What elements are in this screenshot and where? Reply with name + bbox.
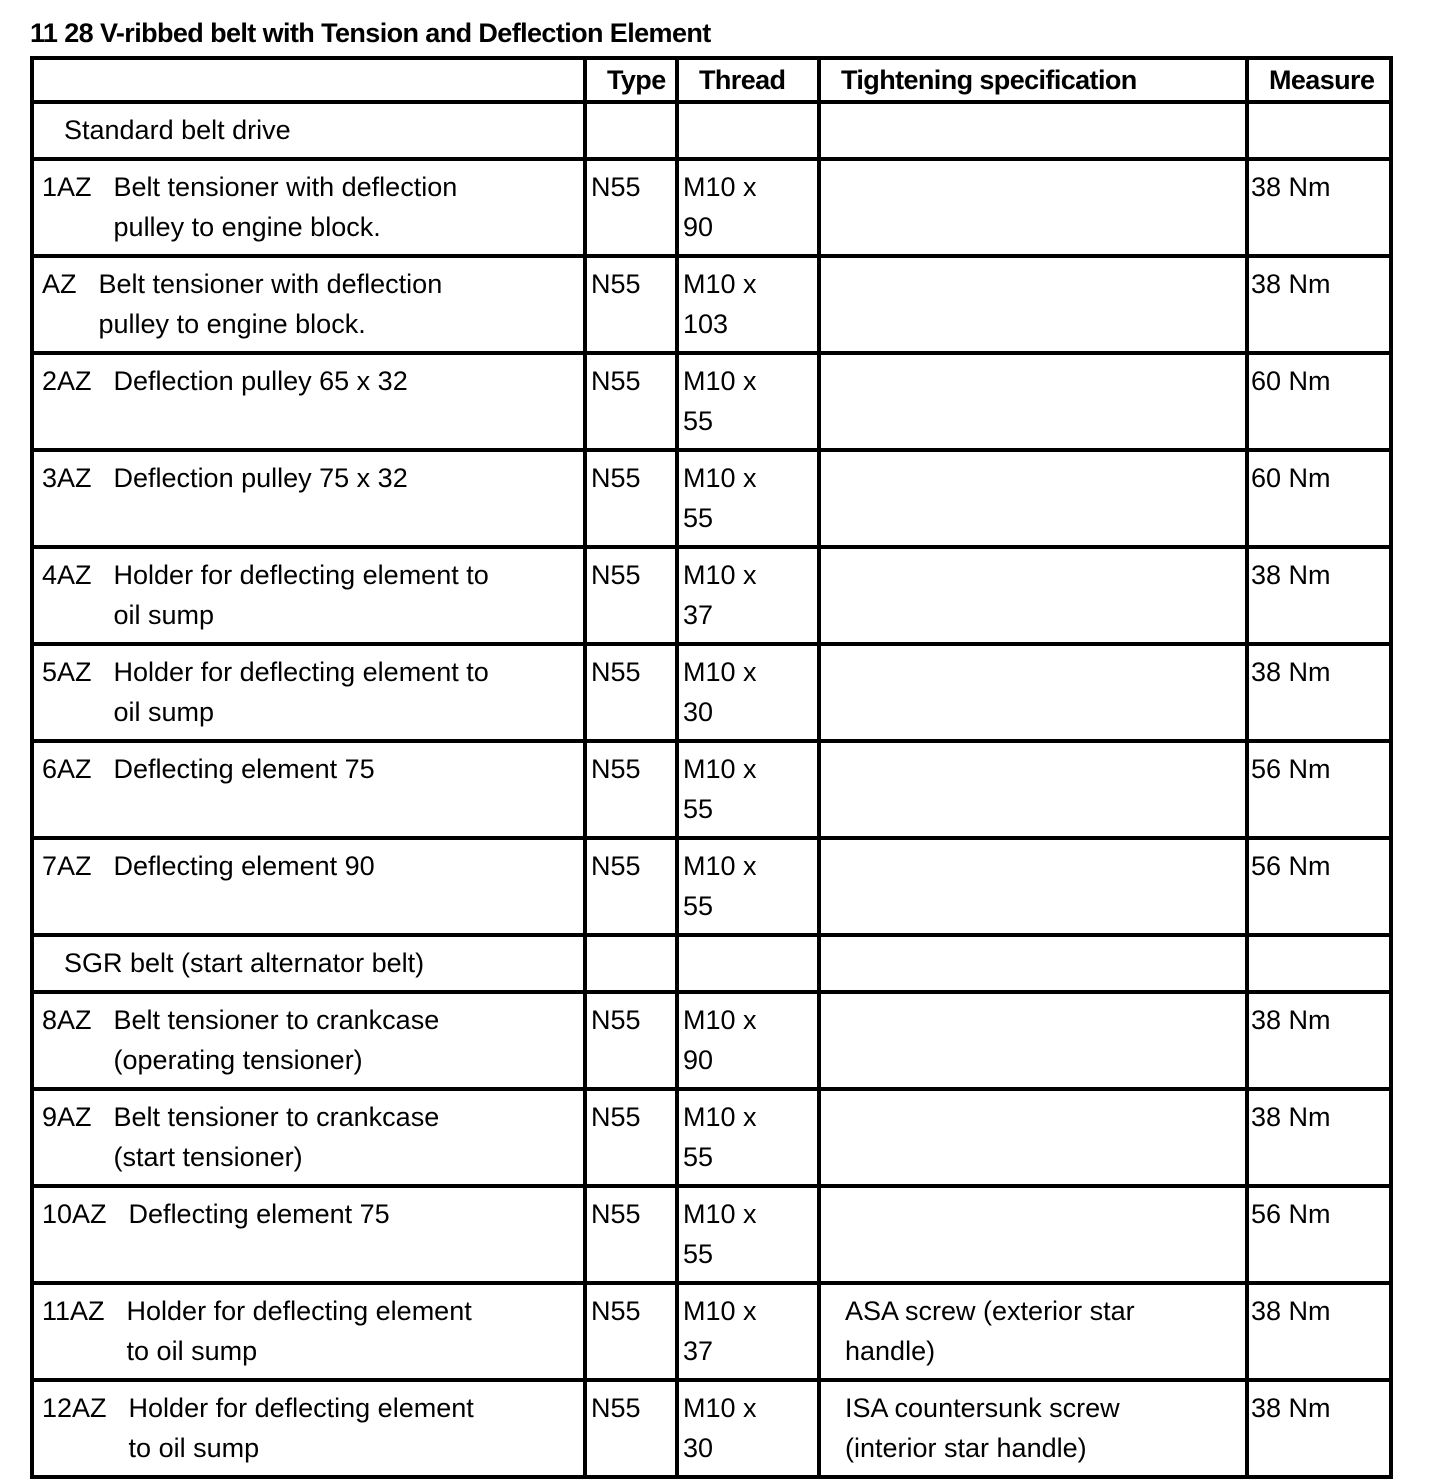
table-row <box>32 547 1391 644</box>
description-line-1: Belt tensioner to crankcase <box>113 1102 440 1132</box>
item-code: 9AZ <box>42 1102 92 1132</box>
spec-line-2: (interior star handle) <box>845 1433 1087 1463</box>
description-line-2: oil sump <box>113 600 215 630</box>
item-description <box>92 555 489 635</box>
measure-cell: 60 Nm <box>1247 353 1391 450</box>
description-wrap <box>34 1194 583 1234</box>
measure-cell: 38 Nm <box>1247 1089 1391 1186</box>
table-row <box>32 256 1391 353</box>
description-line-1: Deflection pulley 75 x 32 <box>113 463 408 493</box>
description-wrap <box>34 1291 583 1371</box>
description-line-1: Deflection pulley 65 x 32 <box>113 366 408 396</box>
thread-cell <box>677 353 819 450</box>
type-cell: N55 <box>585 838 677 935</box>
measure-cell: 38 Nm <box>1247 256 1391 353</box>
empty-cell <box>585 935 677 992</box>
description-wrap <box>34 1000 583 1080</box>
type-cell: N55 <box>585 256 677 353</box>
section-label: SGR belt (start alternator belt) <box>32 935 585 992</box>
thread-line-1: M10 x <box>683 366 757 396</box>
description-wrap <box>34 652 583 732</box>
table-row <box>32 1089 1391 1186</box>
thread-line-1: M10 x <box>683 463 757 493</box>
type-cell: N55 <box>585 992 677 1089</box>
description-cell <box>32 838 585 935</box>
thread-line-1: M10 x <box>683 754 757 784</box>
description-line-2: pulley to engine block. <box>113 212 381 242</box>
header-description <box>32 58 585 102</box>
item-code: 6AZ <box>42 754 92 784</box>
thread-line-2: 37 <box>683 1336 714 1366</box>
thread-line-2: 55 <box>683 891 714 921</box>
tightening-spec-cell <box>819 256 1247 353</box>
description-cell <box>32 992 585 1089</box>
item-description <box>92 1097 440 1177</box>
table-header-row <box>32 58 1391 102</box>
type-cell: N55 <box>585 450 677 547</box>
section-row <box>32 102 1391 159</box>
tightening-spec-cell <box>819 741 1247 838</box>
measure-cell: 56 Nm <box>1247 1186 1391 1283</box>
description-line-1: Holder for deflecting element <box>128 1393 474 1423</box>
item-description <box>92 652 489 732</box>
thread-line-2: 90 <box>683 1045 714 1075</box>
tightening-spec-cell <box>819 159 1247 256</box>
thread-line-1: M10 x <box>683 1199 757 1229</box>
description-line-1: Belt tensioner with deflection <box>98 269 443 299</box>
item-code: 5AZ <box>42 657 92 687</box>
thread-line-1: M10 x <box>683 851 757 881</box>
type-cell: N55 <box>585 741 677 838</box>
item-description <box>107 1194 390 1234</box>
measure-cell: 60 Nm <box>1247 450 1391 547</box>
thread-line-1: M10 x <box>683 1102 757 1132</box>
tightening-spec-cell <box>819 1380 1247 1477</box>
section-label: Standard belt drive <box>32 102 585 159</box>
empty-cell <box>677 102 819 159</box>
item-description <box>77 264 443 344</box>
type-cell: N55 <box>585 353 677 450</box>
type-cell: N55 <box>585 1380 677 1477</box>
thread-line-2: 30 <box>683 1433 714 1463</box>
description-cell <box>32 547 585 644</box>
description-wrap <box>34 1097 583 1177</box>
item-code: 4AZ <box>42 560 92 590</box>
description-line-2: (operating tensioner) <box>113 1045 363 1075</box>
description-line-1: Belt tensioner with deflection <box>113 172 458 202</box>
table-row <box>32 838 1391 935</box>
thread-cell <box>677 1380 819 1477</box>
item-code: 8AZ <box>42 1005 92 1035</box>
table-row <box>32 353 1391 450</box>
description-line-1: Holder for deflecting element <box>126 1296 472 1326</box>
thread-cell <box>677 644 819 741</box>
measure-cell: 56 Nm <box>1247 838 1391 935</box>
spec-line-1: ASA screw (exterior star <box>845 1296 1135 1326</box>
thread-line-1: M10 x <box>683 1005 757 1035</box>
thread-line-2: 90 <box>683 212 714 242</box>
thread-cell <box>677 159 819 256</box>
table-row <box>32 1283 1391 1380</box>
header-thread: Thread <box>677 58 819 102</box>
type-cell: N55 <box>585 1089 677 1186</box>
description-line-1: Holder for deflecting element to <box>113 560 489 590</box>
tightening-spec-cell <box>819 1283 1247 1380</box>
thread-cell <box>677 547 819 644</box>
thread-cell <box>677 992 819 1089</box>
header-type: Type <box>585 58 677 102</box>
description-cell <box>32 741 585 838</box>
item-description <box>92 167 458 247</box>
type-cell: N55 <box>585 644 677 741</box>
item-code: 12AZ <box>42 1393 107 1423</box>
spec-line-1: ISA countersunk screw <box>845 1393 1120 1423</box>
thread-cell <box>677 256 819 353</box>
type-cell: N55 <box>585 547 677 644</box>
thread-cell <box>677 741 819 838</box>
thread-line-2: 55 <box>683 1142 714 1172</box>
description-wrap <box>34 264 583 344</box>
table-row <box>32 1186 1391 1283</box>
item-code: 10AZ <box>42 1199 107 1229</box>
table-row <box>32 159 1391 256</box>
description-cell <box>32 256 585 353</box>
description-wrap <box>34 361 583 401</box>
item-description <box>92 1000 440 1080</box>
tightening-spec-cell <box>819 547 1247 644</box>
thread-cell <box>677 838 819 935</box>
thread-line-1: M10 x <box>683 269 757 299</box>
thread-cell <box>677 1283 819 1380</box>
thread-line-1: M10 x <box>683 657 757 687</box>
header-measure: Measure <box>1247 58 1391 102</box>
description-cell <box>32 450 585 547</box>
empty-cell <box>677 935 819 992</box>
measure-cell: 38 Nm <box>1247 1380 1391 1477</box>
type-cell: N55 <box>585 1186 677 1283</box>
description-wrap <box>34 458 583 498</box>
type-cell: N55 <box>585 159 677 256</box>
header-tightening-spec: Tightening specification <box>819 58 1247 102</box>
table-row <box>32 741 1391 838</box>
thread-cell <box>677 1089 819 1186</box>
description-wrap <box>34 167 583 247</box>
description-line-1: Deflecting element 75 <box>113 754 375 784</box>
measure-cell: 56 Nm <box>1247 741 1391 838</box>
empty-cell <box>1247 935 1391 992</box>
description-line-2: pulley to engine block. <box>98 309 366 339</box>
item-description <box>105 1291 472 1371</box>
item-description <box>107 1388 474 1468</box>
description-line-1: Holder for deflecting element to <box>113 657 489 687</box>
spec-line-2: handle) <box>845 1336 936 1366</box>
table-row <box>32 992 1391 1089</box>
thread-cell <box>677 450 819 547</box>
tightening-spec-cell <box>819 992 1247 1089</box>
item-code: 3AZ <box>42 463 92 493</box>
item-code: 11AZ <box>42 1296 105 1326</box>
item-code: 2AZ <box>42 366 92 396</box>
description-line-2: to oil sump <box>128 1433 260 1463</box>
item-description <box>92 846 375 886</box>
item-description <box>92 361 408 401</box>
item-code: 1AZ <box>42 172 92 202</box>
empty-cell <box>819 102 1247 159</box>
item-code: 7AZ <box>42 851 92 881</box>
thread-line-1: M10 x <box>683 1393 757 1423</box>
thread-line-1: M10 x <box>683 172 757 202</box>
description-cell <box>32 1186 585 1283</box>
description-line-2: to oil sump <box>126 1336 258 1366</box>
tightening-spec-cell <box>819 353 1247 450</box>
description-wrap <box>34 1388 583 1468</box>
thread-cell <box>677 1186 819 1283</box>
thread-line-2: 55 <box>683 794 714 824</box>
tightening-spec-cell <box>819 450 1247 547</box>
torque-spec-table <box>30 56 1393 1479</box>
description-line-2: (start tensioner) <box>113 1142 303 1172</box>
empty-cell <box>585 102 677 159</box>
type-cell: N55 <box>585 1283 677 1380</box>
thread-line-2: 55 <box>683 406 714 436</box>
table-row <box>32 1380 1391 1477</box>
tightening-spec-cell <box>819 838 1247 935</box>
thread-line-2: 103 <box>683 309 729 339</box>
tightening-spec-cell <box>819 644 1247 741</box>
description-wrap <box>34 846 583 886</box>
item-description <box>92 749 375 789</box>
empty-cell <box>819 935 1247 992</box>
measure-cell: 38 Nm <box>1247 992 1391 1089</box>
tightening-spec-cell <box>819 1089 1247 1186</box>
measure-cell: 38 Nm <box>1247 159 1391 256</box>
thread-line-2: 55 <box>683 1239 714 1269</box>
thread-line-2: 30 <box>683 697 714 727</box>
thread-line-2: 37 <box>683 600 714 630</box>
measure-cell: 38 Nm <box>1247 1283 1391 1380</box>
description-line-1: Deflecting element 75 <box>128 1199 390 1229</box>
description-cell <box>32 353 585 450</box>
document-title: 11 28 V-ribbed belt with Tension and Deflection Element <box>30 18 711 48</box>
description-line-1: Belt tensioner to crankcase <box>113 1005 440 1035</box>
description-cell <box>32 1283 585 1380</box>
thread-line-2: 55 <box>683 503 714 533</box>
description-cell <box>32 1380 585 1477</box>
description-cell <box>32 644 585 741</box>
measure-cell: 38 Nm <box>1247 644 1391 741</box>
item-description <box>92 458 408 498</box>
description-cell <box>32 159 585 256</box>
description-wrap <box>34 749 583 789</box>
measure-cell: 38 Nm <box>1247 547 1391 644</box>
tightening-spec-cell <box>819 1186 1247 1283</box>
description-line-1: Deflecting element 90 <box>113 851 375 881</box>
thread-line-1: M10 x <box>683 560 757 590</box>
description-line-2: oil sump <box>113 697 215 727</box>
empty-cell <box>1247 102 1391 159</box>
table-row <box>32 450 1391 547</box>
section-row <box>32 935 1391 992</box>
table-row <box>32 644 1391 741</box>
description-wrap <box>34 555 583 635</box>
description-cell <box>32 1089 585 1186</box>
thread-line-1: M10 x <box>683 1296 757 1326</box>
item-code: AZ <box>42 269 77 299</box>
